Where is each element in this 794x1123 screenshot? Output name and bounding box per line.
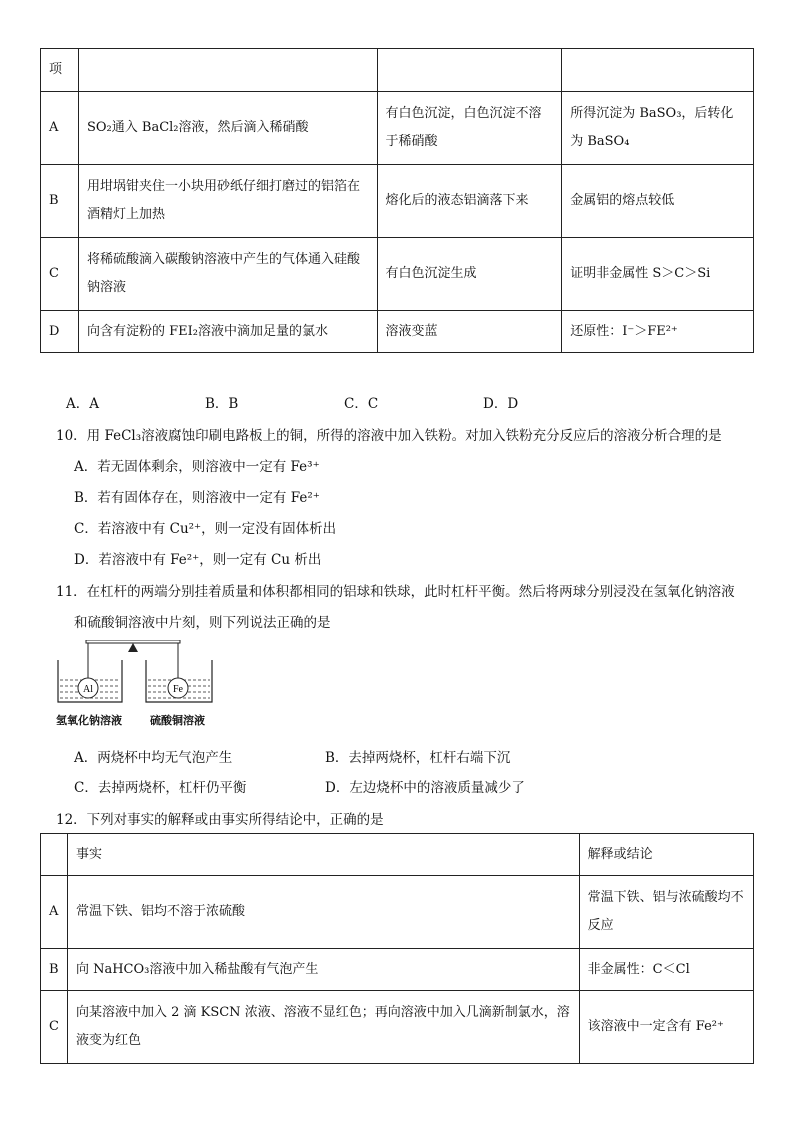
q11-option-a[interactable]: A．两烧杯中均无气泡产生 (74, 750, 233, 766)
operation-cell: 将稀硫酸滴入碳酸钠溶液中产生的气体通入硅酸钠溶液 (78, 238, 377, 311)
row-label: B (41, 949, 68, 991)
choice-b[interactable]: B．B (205, 396, 239, 412)
al-ball-label: Al (83, 684, 93, 695)
fact-cell: 向某溶液中加入 2 滴 KSCN 浓液、溶液不显红色；再向溶液中加入几滴新制氯水，溶液变为红色 (67, 991, 579, 1064)
row-label: C (41, 238, 79, 311)
choice-c[interactable]: C．C (344, 396, 379, 412)
conclusion-cell: 还原性：I⁻＞FE²⁺ (562, 311, 754, 353)
table-row (41, 92, 754, 165)
experiment-table (40, 48, 754, 353)
choice-a[interactable]: A．A (66, 396, 99, 412)
phenomenon-cell: 熔化后的液态铝滴落下来 (377, 165, 562, 238)
fe-ball-label: Fe (173, 684, 183, 695)
phenomenon-cell: 溶液变蓝 (377, 311, 562, 353)
conclusion-cell: 金属铝的熔点较低 (562, 165, 754, 238)
row-label: C (41, 991, 68, 1064)
q10-option-b[interactable]: B．若有固体存在，则溶液中一定有 Fe²⁺ (74, 490, 320, 506)
operation-cell: 用坩埚钳夹住一小块用砂纸仔细打磨过的铝箔在酒精灯上加热 (78, 165, 377, 238)
explanation-cell: 常温下铁、铝与浓硫酸均不反应 (579, 876, 753, 949)
q11-option-d[interactable]: D．左边烧杯中的溶液质量减少了 (325, 780, 525, 796)
conclusion-cell: 所得沉淀为 BaSO₃，后转化为 BaSO₄ (562, 92, 754, 165)
q10-option-d[interactable]: D．若溶液中有 Fe²⁺，则一定有 Cu 析出 (74, 552, 322, 568)
q11-stem-line1: 11．在杠杆的两端分别挂着质量和体积都相同的铝球和铁球，此时杠杆平衡。然后将两球分别浸没在氢氧化钠溶液 (56, 584, 735, 600)
q10-stem: 10．用 FeCl₃溶液腐蚀印刷电路板上的铜，所得的溶液中加入铁粉。对加入铁粉充分反应后的溶液分析合理的是 (56, 428, 722, 444)
fact-header: 事实 (67, 834, 579, 876)
operation-cell: SO₂通入 BaCl₂溶液，然后滴入稀硝酸 (78, 92, 377, 165)
explanation-cell: 非金属性：C＜Cl (579, 949, 753, 991)
row-label: A (41, 92, 79, 165)
q11-option-c[interactable]: C．去掉两烧杯，杠杆仍平衡 (74, 780, 247, 796)
q11-stem-line2: 和硫酸铜溶液中片刻，则下列说法正确的是 (74, 615, 331, 631)
q9-choices (66, 392, 622, 412)
operation-cell: 向含有淀粉的 FEI₂溶液中滴加足量的氯水 (78, 311, 377, 353)
table-row (41, 876, 754, 949)
row-label: B (41, 165, 79, 238)
table-row (41, 311, 754, 353)
choice-d[interactable]: D．D (483, 396, 519, 412)
left-solution-label: 氢氧化钠溶液 (56, 714, 122, 727)
row-label: A (41, 876, 68, 949)
fact-cell: 常温下铁、铝均不溶于浓硫酸 (67, 876, 579, 949)
table-row (41, 991, 754, 1064)
explanation-cell: 该溶液中一定含有 Fe²⁺ (579, 991, 753, 1064)
explanation-header: 解释或结论 (579, 834, 753, 876)
table-row (41, 949, 754, 991)
row-label: D (41, 311, 79, 353)
phenomenon-cell: 有白色沉淀，白色沉淀不溶于稀硝酸 (377, 92, 562, 165)
q12-stem: 12．下列对事实的解释或由事实所得结论中，正确的是 (56, 812, 384, 828)
phenomenon-cell: 有白色沉淀生成 (377, 238, 562, 311)
right-solution-label: 硫酸铜溶液 (150, 714, 205, 727)
table-header-row (41, 49, 754, 92)
table-header-cell: 项 (41, 49, 79, 92)
fact-cell: 向 NaHCO₃溶液中加入稀盐酸有气泡产生 (67, 949, 579, 991)
table-header-row (41, 834, 754, 876)
table-row (41, 165, 754, 238)
fact-conclusion-table (40, 833, 754, 1064)
q10-option-c[interactable]: C．若溶液中有 Cu²⁺，则一定没有固体析出 (74, 521, 337, 537)
table-row (41, 238, 754, 311)
q11-option-b[interactable]: B．去掉两烧杯，杠杆右端下沉 (325, 750, 511, 766)
conclusion-cell: 证明非金属性 S＞C＞Si (562, 238, 754, 311)
q10-option-a[interactable]: A．若无固体剩余，则溶液中一定有 Fe³⁺ (74, 459, 320, 475)
